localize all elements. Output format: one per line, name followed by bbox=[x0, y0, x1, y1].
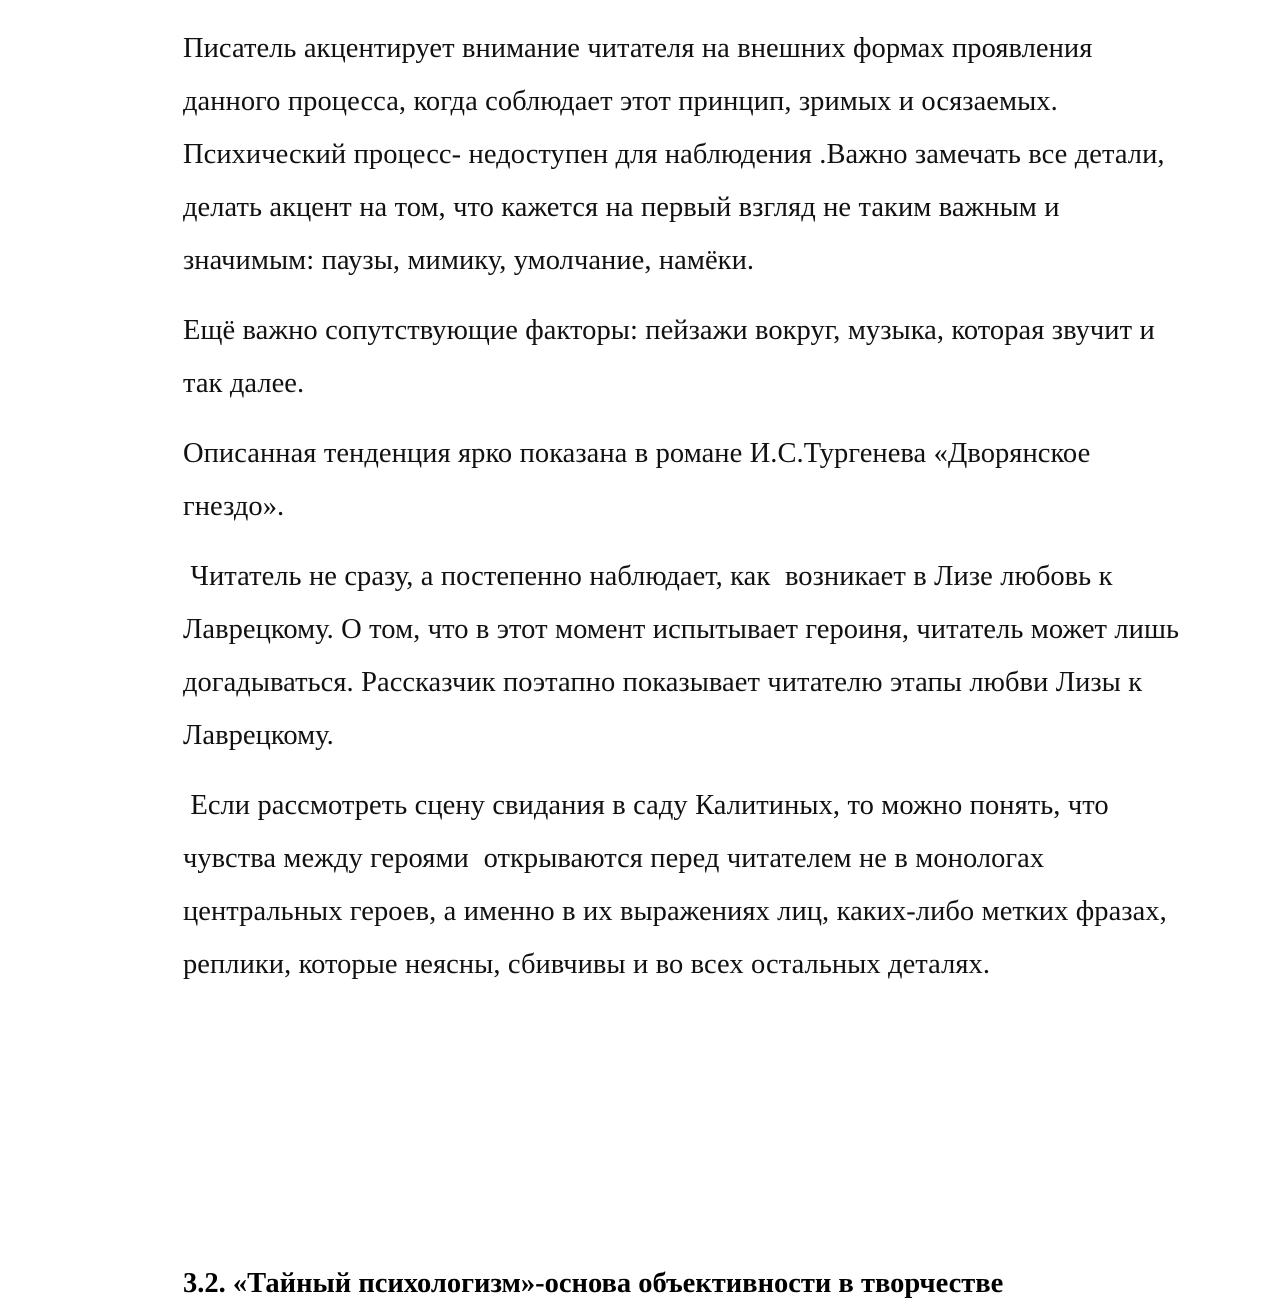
body-paragraph-1: Писатель акцентирует внимание читателя на внешних формах проявления данного процесса, когда соблюдает этот принцип, зримых и осязаемых. Психический процесс- недоступен для наблюдения .Важно замечать все детали, делать акцент на том, что кажется на первый взгляд не таким важным и значимым: паузы, мимику, умолчание, намёки. bbox=[183, 33, 1172, 276]
body-paragraph-5: Если рассмотреть сцену свидания в саду Калитиных, то можно понять, что чувства между героями открываются перед читателем не в монологах центральных героев, а именно в их выражениях лиц, каких-либо метких фразах, реплики, которые неясны, сбивчивы и во всех остальных деталях. bbox=[183, 790, 1175, 980]
body-paragraph-4: Читатель не сразу, а постепенно наблюдает, как возникает в Лизе любовь к Лаврецкому. О том, что в этот момент испытывает героиня, читатель может лишь догадываться. Рассказчик поэтапно показывает читателю этапы любви Лизы к Лаврецкому. bbox=[183, 561, 1187, 751]
body-paragraph-2: Ещё важно сопутствующие факторы: пейзажи вокруг, музыка, которая звучит и так далее. bbox=[183, 315, 1163, 399]
section-heading-3-2: 3.2. «Тайный психологизм»-основа объективности в творчестве bbox=[183, 1267, 1004, 1299]
document-body bbox=[183, 22, 1195, 991]
body-paragraph-3: Описанная тенденция ярко показана в романе И.С.Тургенева «Дворянское гнездо». bbox=[183, 438, 1098, 522]
